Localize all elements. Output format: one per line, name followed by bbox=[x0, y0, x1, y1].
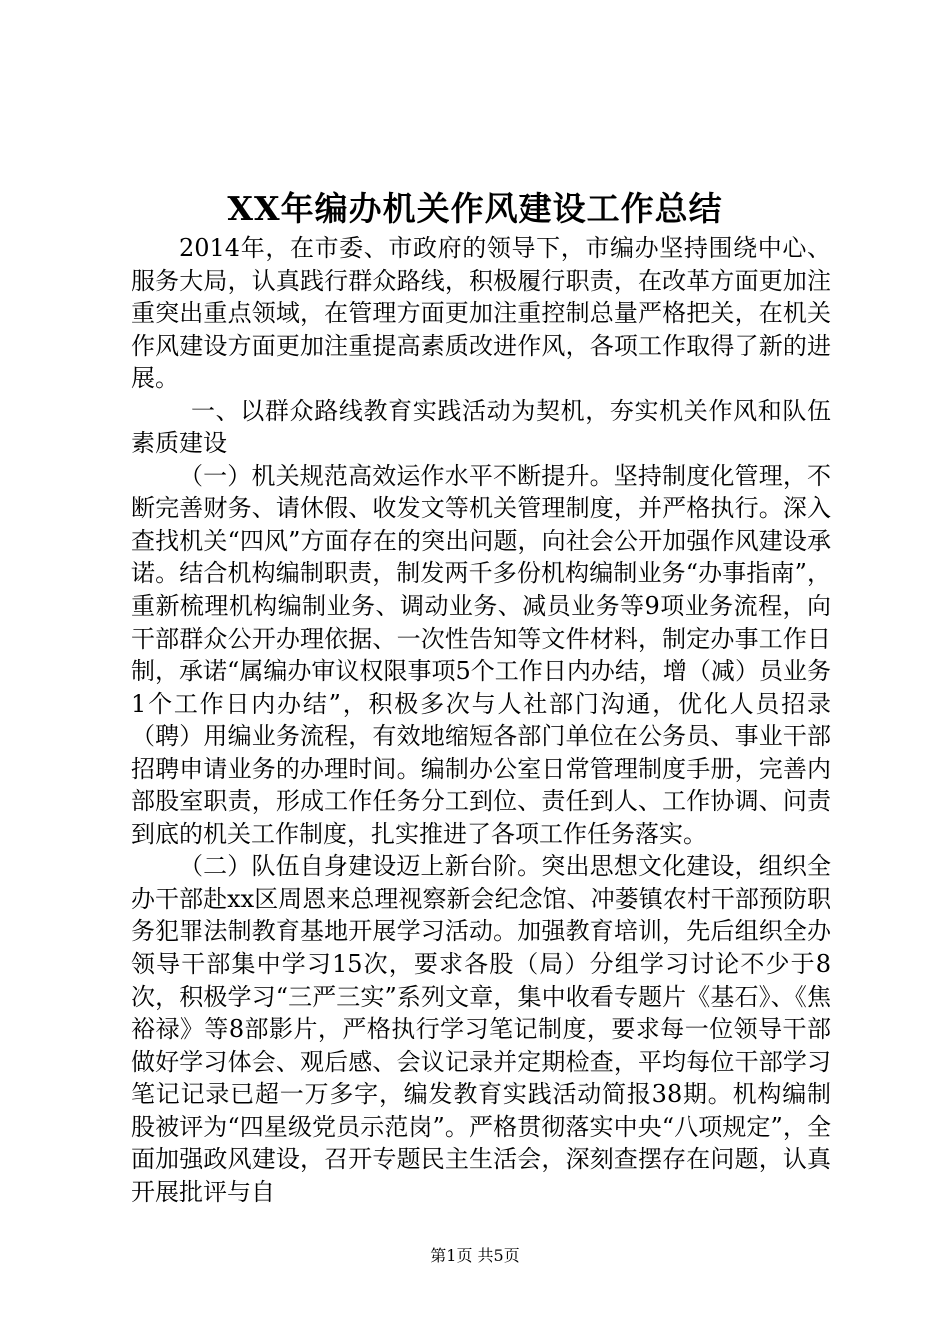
paragraph-section-1-1: （一）机关规范高效运作水平不断提升。坚持制度化管理，不断完善财务、请休假、收发文等机关管理制度，并严格执行。深入查找机关“四风”方面存在的突出问题，向社会公开加强作风建设承诺。结合机构编制职责，制发两千多份机构编制业务“办事指南”，重新梳理机构编制业务、调动业务、减员业务等9项业务流程，向干部群众公开办理依据、一次性告知等文件材料，制定办事工作日制，承诺“属编办审议权限事项5个工作日内办结，增（减）员业务1个工作日内办结”，积极多次与人社部门沟通，优化人员招录（聘）用编业务流程，有效地缩短各部门单位在公务员、事业干部招聘申请业务的办理时间。编制办公室日常管理制度手册，完善内部股室职责，形成工作任务分工到位、责任到人、工作协调、问责到底的机关工作制度，扎实推进了各项工作任务落实。 bbox=[131, 461, 831, 848]
page-footer: 第1页 共5页 bbox=[430, 1246, 520, 1265]
document-body bbox=[131, 232, 831, 1208]
section-heading-1: 一、以群众路线教育实践活动为契机，夯实机关作风和队伍素质建设 bbox=[131, 396, 831, 458]
paragraph-section-1-2: （二）队伍自身建设迈上新台阶。突出思想文化建设，组织全办干部赴xx区周恩来总理视察新会纪念馆、冲蒌镇农村干部预防职务犯罪法制教育基地开展学习活动。加强教育培训，先后组织全办领导干部集中学习15次，要求各股（局）分组学习讨论不少于8次，积极学习“三严三实”系列文章，集中收看专题片《基石》、《焦裕禄》等8部影片，严格执行学习笔记制度，要求每一位领导干部做好学习体会、观后感、会议记录并定期检查，平均每位干部学习笔记记录已超一万多字，编发教育实践活动简报38期。机构编制股被评为“四星级党员示范岗”。严格贯彻落实中央“八项规定”，全面加强政风建设，召开专题民主生活会，深刻查摆存在问题，认真开展批评与自 bbox=[131, 852, 831, 1206]
paragraph-intro: 2014年，在市委、市政府的领导下，市编办坚持围绕中心、服务大局，认真践行群众路线，积极履行职责，在改革方面更加注重突出重点领域，在管理方面更加注重控制总量严格把关，在机关作风建设方面更加注重提高素质改进作风，各项工作取得了新的进展。 bbox=[131, 234, 831, 393]
document-title: XX年编办机关作风建设工作总结 bbox=[227, 189, 723, 228]
